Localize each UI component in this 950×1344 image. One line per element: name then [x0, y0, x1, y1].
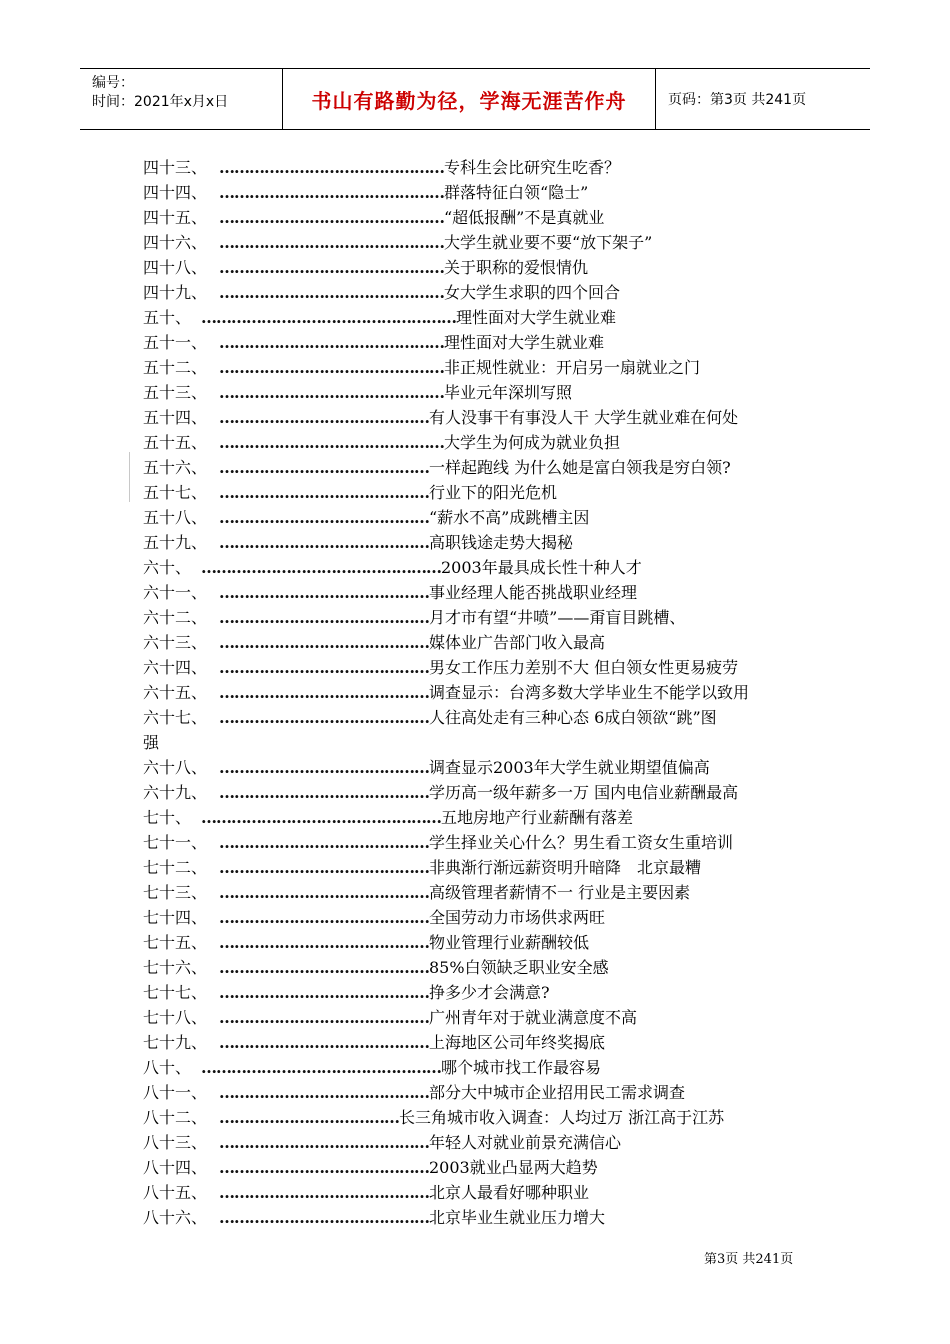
toc-entry [143, 655, 823, 680]
toc-entry-title: 学生择业关心什么？男生看工资女生重培训 [429, 833, 734, 852]
number-label: 编号： [92, 75, 134, 91]
toc-leader-dots: …………………………………… [219, 408, 429, 427]
toc-entry [143, 1005, 823, 1030]
toc-entry [143, 405, 823, 430]
toc-entry-title: 理性面对大学生就业难 [456, 308, 617, 327]
toc-entry-title: 挣多少才会满意? [429, 983, 550, 1002]
toc-entry-title: 高职钱途走势大揭秘 [429, 533, 574, 552]
toc-leader-dots: …………………………………… [219, 908, 429, 927]
motto: 书山有路勤为径，学海无涯苦作舟 [311, 88, 627, 113]
toc-entry [143, 1105, 823, 1130]
toc-leader-dots: ………………………………………… [201, 1058, 441, 1077]
document-header [80, 68, 870, 130]
toc-entry [143, 355, 823, 380]
toc-leader-dots: ……………………………………… [219, 333, 444, 352]
toc-entry-number: 六十四、 [143, 658, 208, 677]
toc-leader-dots: ……………………………………… [219, 233, 444, 252]
toc-leader-dots: …………………………………… [219, 883, 429, 902]
toc-leader-dots: ……………………………………… [219, 158, 444, 177]
toc-leader-dots: …………………………………… [219, 933, 429, 952]
toc-entry-title: 关于职称的爱恨情仇 [444, 258, 589, 277]
toc-entry-number: 六十七、 [143, 708, 208, 727]
toc-entry-number: 七十八、 [143, 1008, 208, 1027]
toc-entry-title: 全国劳动力市场供求两旺 [429, 908, 606, 927]
toc-leader-dots: …………………………………… [219, 958, 429, 977]
toc-entry [143, 555, 823, 580]
toc-entry-title: 长三角城市收入调查：人均过万 浙江高于江苏 [399, 1108, 725, 1127]
toc-entry-number: 四十九、 [143, 283, 208, 302]
toc-entry-number: 七十三、 [143, 883, 208, 902]
toc-entry-number: 六十三、 [143, 633, 208, 652]
toc-entry-title: 理性面对大学生就业难 [444, 333, 605, 352]
toc-entry [143, 680, 823, 705]
toc-leader-dots: ………………………………………… [201, 558, 441, 577]
toc-entry-title: 2003年最具成长性十种人才 [441, 558, 642, 577]
toc-leader-dots: …………………………………… [219, 983, 429, 1002]
toc-leader-dots: …………………………………… [219, 508, 429, 527]
toc-entry [143, 205, 823, 230]
time-label: 时间：2021年x月x日 [92, 94, 229, 110]
toc-entry [143, 855, 823, 880]
toc-entry [143, 1130, 823, 1155]
toc-entry-number: 七十七、 [143, 983, 208, 1002]
toc-entry-title: 事业经理人能否挑战职业经理 [429, 583, 638, 602]
toc-entry [143, 980, 823, 1005]
toc-entry-number: 七十九、 [143, 1033, 208, 1052]
toc-entry-title: 85%白领缺乏职业安全感 [429, 958, 609, 977]
toc-entry [143, 180, 823, 205]
toc-entry-title: “超低报酬”不是真就业 [444, 208, 605, 227]
toc-leader-dots: ……………………………………… [219, 208, 444, 227]
toc-entry-title: 年轻人对就业前景充满信心 [429, 1133, 622, 1152]
toc-entry [143, 255, 823, 280]
toc-entry-title: 部分大中城市企业招用民工需求调查 [429, 1083, 686, 1102]
toc-entry [143, 1055, 823, 1080]
toc-leader-dots: …………………………………… [219, 483, 429, 502]
toc-leader-dots: ……………………………… [219, 1108, 399, 1127]
toc-entry [143, 330, 823, 355]
header-motto-cell [283, 69, 656, 129]
toc-entry-number: 七十一、 [143, 833, 208, 852]
toc-entry-number: 五十二、 [143, 358, 208, 377]
toc-entry-number: 五十一、 [143, 333, 208, 352]
toc-entry [143, 505, 823, 530]
header-page-cell [656, 69, 870, 129]
toc-entry-number: 七十二、 [143, 858, 208, 877]
toc-entry [143, 805, 823, 830]
toc-entry-number: 六十一、 [143, 583, 208, 602]
toc-leader-dots: …………………………………… [219, 608, 429, 627]
toc-entry-number: 五十八、 [143, 508, 208, 527]
toc-entry-title: 行业下的阳光危机 [429, 483, 558, 502]
toc-entry [143, 305, 823, 330]
toc-entry-number: 八十五、 [143, 1183, 208, 1202]
toc-entry [143, 230, 823, 255]
toc-entry-title: 有人没事干有事没人干 大学生就业难在何处 [429, 408, 739, 427]
toc-entry-title: 女大学生求职的四个回合 [444, 283, 621, 302]
toc-entry-title: 毕业元年深圳写照 [444, 383, 573, 402]
toc-entry-number: 六十八、 [143, 758, 208, 777]
toc-entry-title: 调查显示：台湾多数大学毕业生不能学以致用 [429, 683, 750, 702]
toc-leader-dots: …………………………………… [219, 658, 429, 677]
toc-leader-dots: …………………………………… [219, 1208, 429, 1227]
toc-entry-number: 四十八、 [143, 258, 208, 277]
toc-entry-number: 六十二、 [143, 608, 208, 627]
toc-leader-dots: ……………………………………… [219, 183, 444, 202]
toc-entry-number: 五十四、 [143, 408, 208, 427]
toc-entry [143, 605, 823, 630]
toc-entry-number: 五十六、 [143, 458, 208, 477]
toc-entry [143, 630, 823, 655]
header-meta [80, 69, 283, 129]
toc-entry-title: 2003就业凸显两大趋势 [429, 1158, 598, 1177]
toc-entry-title: 群落特征白领“隐士” [444, 183, 589, 202]
toc-entry-title: 高级管理者薪情不一 行业是主要因素 [429, 883, 691, 902]
toc-entry [143, 755, 823, 780]
toc-entry-number: 七十六、 [143, 958, 208, 977]
toc-entry-title: 人往高处走有三种心态 6成白领欲“跳”图 [429, 708, 717, 727]
toc-entry [143, 530, 823, 555]
toc-entry [143, 1205, 823, 1230]
toc-leader-dots: ……………………………………… [219, 283, 444, 302]
toc-entry-number: 五十七、 [143, 483, 208, 502]
toc-entry [143, 1155, 823, 1180]
toc-leader-dots: …………………………………… [219, 858, 429, 877]
toc-entry-title: 哪个城市找工作最容易 [441, 1058, 602, 1077]
toc-entry [143, 780, 823, 805]
toc-leader-dots: …………………………………… [219, 1133, 429, 1152]
toc-entry-number: 七十、 [143, 808, 192, 827]
toc-entry [143, 1180, 823, 1205]
toc-leader-dots: …………………………………… [219, 533, 429, 552]
toc-leader-dots: …………………………………… [219, 708, 429, 727]
toc-entry-number: 八十二、 [143, 1108, 208, 1127]
toc-entry [143, 380, 823, 405]
toc-entry-number: 五十、 [143, 308, 192, 327]
toc-leader-dots: …………………………………………… [201, 308, 456, 327]
toc-entry [143, 705, 823, 755]
toc-entry-title: 物业管理行业薪酬较低 [429, 933, 590, 952]
toc-entry-number: 五十三、 [143, 383, 208, 402]
toc-entry-number: 八十四、 [143, 1158, 208, 1177]
toc-entry [143, 480, 823, 505]
toc-entry-title: 大学生为何成为就业负担 [444, 433, 621, 452]
toc-leader-dots: ……………………………………… [219, 383, 444, 402]
toc-leader-dots: …………………………………… [219, 683, 429, 702]
toc-entry-number: 四十六、 [143, 233, 208, 252]
toc-entry [143, 905, 823, 930]
toc-leader-dots: …………………………………… [219, 1158, 429, 1177]
toc-entry [143, 955, 823, 980]
toc-entry [143, 580, 823, 605]
toc-entry-title: 上海地区公司年终奖揭底 [429, 1033, 606, 1052]
toc-leader-dots: ………………………………………… [201, 808, 441, 827]
toc-entry-title: 一样起跑线 为什么她是富白领我是穷白领? [429, 458, 731, 477]
toc-entry-number: 五十五、 [143, 433, 208, 452]
toc-entry [143, 430, 823, 455]
toc-leader-dots: ……………………………………… [219, 258, 444, 277]
toc-entry-title: 非典渐行渐远薪资明升暗降 北京最糟 [429, 858, 702, 877]
toc-entry-number: 八十六、 [143, 1208, 208, 1227]
toc-entry [143, 930, 823, 955]
toc-entry-title: 非正规性就业：开启另一扇就业之门 [444, 358, 701, 377]
toc-leader-dots: …………………………………… [219, 783, 429, 802]
toc-entry [143, 1080, 823, 1105]
toc-entry [143, 880, 823, 905]
toc-leader-dots: …………………………………… [219, 1083, 429, 1102]
toc-leader-dots: …………………………………… [219, 1183, 429, 1202]
toc-leader-dots: …………………………………… [219, 833, 429, 852]
toc-entry [143, 280, 823, 305]
toc-leader-dots: …………………………………… [219, 633, 429, 652]
toc-entry-title: 月才市有望“井喷”——甭盲目跳槽、 [429, 608, 686, 627]
toc-entry-title: 北京毕业生就业压力增大 [429, 1208, 606, 1227]
toc-entry-number: 六十、 [143, 558, 192, 577]
toc-entry-title: 广州青年对于就业满意度不高 [429, 1008, 638, 1027]
toc-leader-dots: …………………………………… [219, 1008, 429, 1027]
toc-leader-dots: ……………………………………… [219, 358, 444, 377]
toc-leader-dots: ……………………………………… [219, 433, 444, 452]
toc-entry-number: 六十九、 [143, 783, 208, 802]
toc-entry-title-continued: 强 [143, 733, 160, 752]
toc-entry-title: 专科生会比研究生吃香？ [444, 158, 621, 177]
margin-mark [129, 452, 130, 502]
page-footer: 第3页 共241页 [704, 1252, 794, 1267]
page-info: 页码：第3页 共241页 [668, 92, 807, 108]
toc-entry-number: 七十五、 [143, 933, 208, 952]
toc-entry-number: 七十四、 [143, 908, 208, 927]
toc-entry-number: 四十四、 [143, 183, 208, 202]
toc-leader-dots: …………………………………… [219, 458, 429, 477]
toc-entry-number: 八十、 [143, 1058, 192, 1077]
toc-entry-number: 五十九、 [143, 533, 208, 552]
toc-entry-number: 八十三、 [143, 1133, 208, 1152]
toc-entry-number: 四十三、 [143, 158, 208, 177]
toc-entry-title: 北京人最看好哪种职业 [429, 1183, 590, 1202]
toc-entry-title: “薪水不高”成跳槽主因 [429, 508, 590, 527]
toc-leader-dots: …………………………………… [219, 1033, 429, 1052]
toc-entry [143, 830, 823, 855]
toc-entry-title: 学历高一级年薪多一万 国内电信业薪酬最高 [429, 783, 739, 802]
toc-entry-title: 媒体业广告部门收入最高 [429, 633, 606, 652]
toc-entry-title: 大学生就业要不要“放下架子” [444, 233, 653, 252]
toc-entry-title: 男女工作压力差别不大 但白领女性更易疲劳 [429, 658, 739, 677]
toc-entry [143, 1030, 823, 1055]
toc-entry-title: 调查显示2003年大学生就业期望值偏高 [429, 758, 710, 777]
toc-entry-number: 八十一、 [143, 1083, 208, 1102]
toc-entry-number: 六十五、 [143, 683, 208, 702]
toc-entry [143, 155, 823, 180]
toc-entry-number: 四十五、 [143, 208, 208, 227]
table-of-contents [143, 155, 823, 1230]
toc-entry [143, 455, 823, 480]
toc-leader-dots: …………………………………… [219, 758, 429, 777]
toc-leader-dots: …………………………………… [219, 583, 429, 602]
toc-entry-title: 五地房地产行业薪酬有落差 [441, 808, 634, 827]
